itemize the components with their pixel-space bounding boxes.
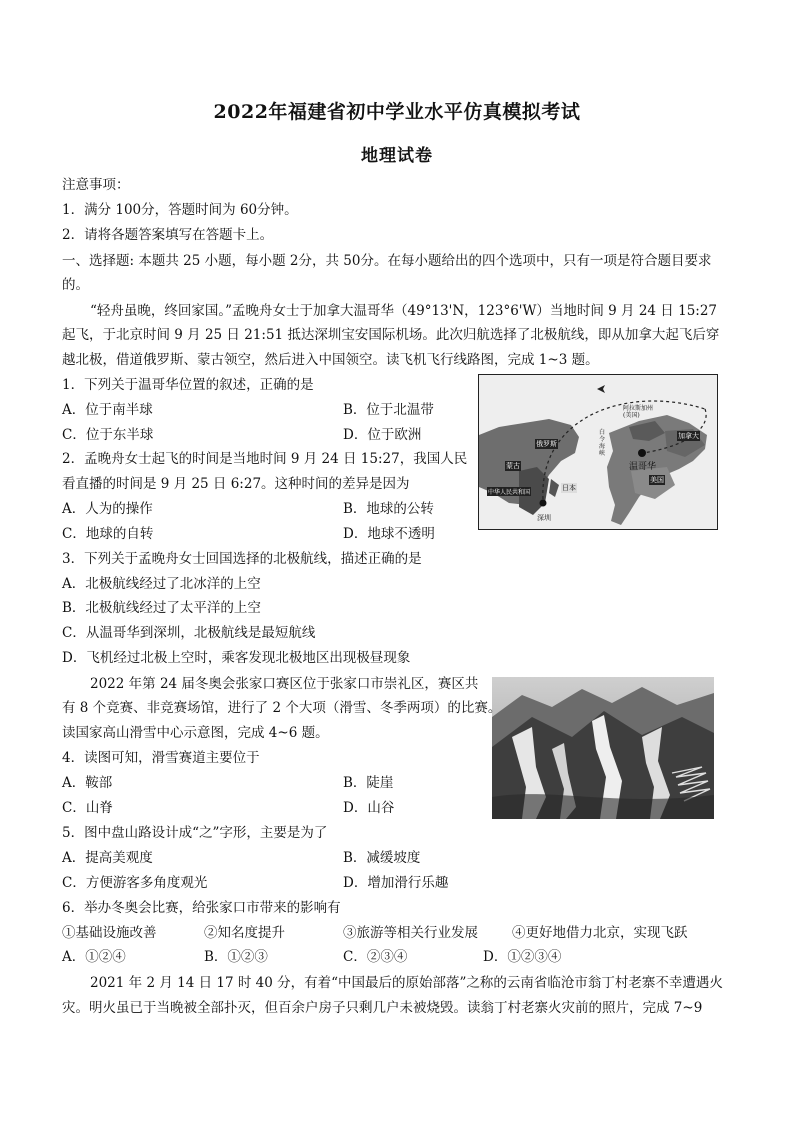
option-b: B．减缓坡度 <box>343 850 421 866</box>
passage-line: 灾。明火虽已于当晚被全部扑灭，但百余户房子只剩几户未被烧毁。读翁丁村老寨火灾前的照片，完成 7~9 <box>62 1000 703 1016</box>
option-d: D．山谷 <box>343 800 395 816</box>
option-b: B．地球的公转 <box>343 501 434 517</box>
label-russia: 俄罗斯 <box>536 440 557 448</box>
label-vancouver: 温哥华 <box>629 462 657 472</box>
option-b: B．北极航线经过了太平洋的上空 <box>62 600 261 616</box>
passage-line: 有 8 个竞赛、非竞赛场馆，进行了 2 个大项（滑雪、冬季两项）的比赛。 <box>62 700 502 716</box>
ski-center-photo <box>492 677 714 819</box>
flight-route-map <box>478 374 718 530</box>
exam-subtitle: 地理试卷 <box>361 146 433 166</box>
label-china: 中华人民共和国 <box>488 489 531 496</box>
option-a: A．提高美观度 <box>62 850 153 866</box>
notice-heading: 注意事项： <box>62 177 130 193</box>
passage-line: 2022 年第 24 届冬奥会张家口赛区位于张家口市崇礼区，赛区共 <box>90 676 479 692</box>
question-stem: 4．读图可知，滑雪赛道主要位于 <box>62 750 260 766</box>
choice-2: ②知名度提升 <box>204 925 285 941</box>
passage-line: 读国家高山滑雪中心示意图，完成 4~6 题。 <box>62 725 329 741</box>
option-d: D．飞机经过北极上空时，乘客发现北极地区出现极昼现象 <box>62 650 411 666</box>
passage-line: 越北极，借道俄罗斯、蒙古领空，然后进入中国领空。读飞机飞行线路图，完成 1~3 题。 <box>62 352 599 368</box>
photo-drawing <box>492 677 714 819</box>
question-stem-cont: 看直播的时间是 9 月 25 日 6:27。这种时间的差异是因为 <box>62 476 410 492</box>
label-usa: 美国 <box>650 476 664 484</box>
question-stem: 6．举办冬奥会比赛，给张家口市带来的影响有 <box>62 900 341 916</box>
question-stem: 1．下列关于温哥华位置的叙述，正确的是 <box>62 377 314 393</box>
option-d: D．位于欧洲 <box>343 427 422 443</box>
option-c: C．位于东半球 <box>62 427 154 443</box>
option-d: D．地球不透明 <box>343 526 435 542</box>
section-heading-cont: 的。 <box>62 277 89 293</box>
label-alaska: 阿拉斯加州(美国) <box>623 405 654 419</box>
choice-3: ③旅游等相关行业发展 <box>343 925 478 941</box>
option-a: A．人为的操作 <box>62 501 153 517</box>
option-c: C．②③④ <box>343 949 408 965</box>
option-c: C．山脊 <box>62 800 113 816</box>
section-heading: 一、选择题: 本题共 25 小题，每小题 2分，共 50分。在每小题给出的四个选项中，只有一项是符合题目要求 <box>62 253 712 269</box>
question-stem: 3．下列关于孟晚舟女士回国选择的北极航线，描述正确的是 <box>62 551 422 567</box>
passage-line: “轻舟虽晚，终回家国。”孟晚舟女士于加拿大温哥华（49°13'N，123°6'W）当地时间 9 月 24 日 15:27 <box>90 303 718 319</box>
option-d: D．①②③④ <box>483 949 562 965</box>
option-c: C．从温哥华到深圳，北极航线是最短航线 <box>62 625 316 641</box>
option-a: A．鞍部 <box>62 775 113 791</box>
option-b: B．陡崖 <box>343 775 394 791</box>
label-shenzhen: 深圳 <box>537 514 551 522</box>
notice-item: 2．请将各题答案填写在答题卡上。 <box>62 227 274 243</box>
label-canada: 加拿大 <box>678 432 699 440</box>
option-d: D．增加滑行乐趣 <box>343 875 449 891</box>
label-bering-strait: 白令海峡 <box>599 429 606 457</box>
passage-line: 2021 年 2 月 14 日 17 时 40 分，有着“中国最后的原始部落”之称的云南省临沧市翁丁村老寨不幸遭遇火 <box>90 975 723 991</box>
notice-item: 1．满分 100分，答题时间为 60分钟。 <box>62 202 298 218</box>
exam-title: 2022年福建省初中学业水平仿真模拟考试 <box>213 101 581 123</box>
option-a: A．位于南半球 <box>62 402 153 418</box>
option-b: B．位于北温带 <box>343 402 434 418</box>
option-c: C．方便游客多角度观光 <box>62 875 208 891</box>
question-stem: 2．孟晚舟女士起飞的时间是当地时间 9 月 24 日 15:27，我国人民 <box>62 451 468 467</box>
label-japan: 日本 <box>562 484 576 492</box>
option-a: A．①②④ <box>62 949 126 965</box>
option-c: C．地球的自转 <box>62 526 154 542</box>
question-stem: 5．图中盘山路设计成“之”字形，主要是为了 <box>62 825 328 841</box>
choice-4: ④更好地借力北京，实现飞跃 <box>512 925 688 941</box>
label-mongolia: 蒙古 <box>506 462 520 470</box>
map-drawing <box>479 375 717 529</box>
option-a: A．北极航线经过了北冰洋的上空 <box>62 576 261 592</box>
passage-line: 起飞，于北京时间 9 月 25 日 21:51 抵达深圳宝安国际机场。此次归航选择了北极航线，即从加拿大起飞后穿 <box>62 327 720 343</box>
option-b: B．①②③ <box>204 949 268 965</box>
choice-1: ①基础设施改善 <box>62 925 157 941</box>
